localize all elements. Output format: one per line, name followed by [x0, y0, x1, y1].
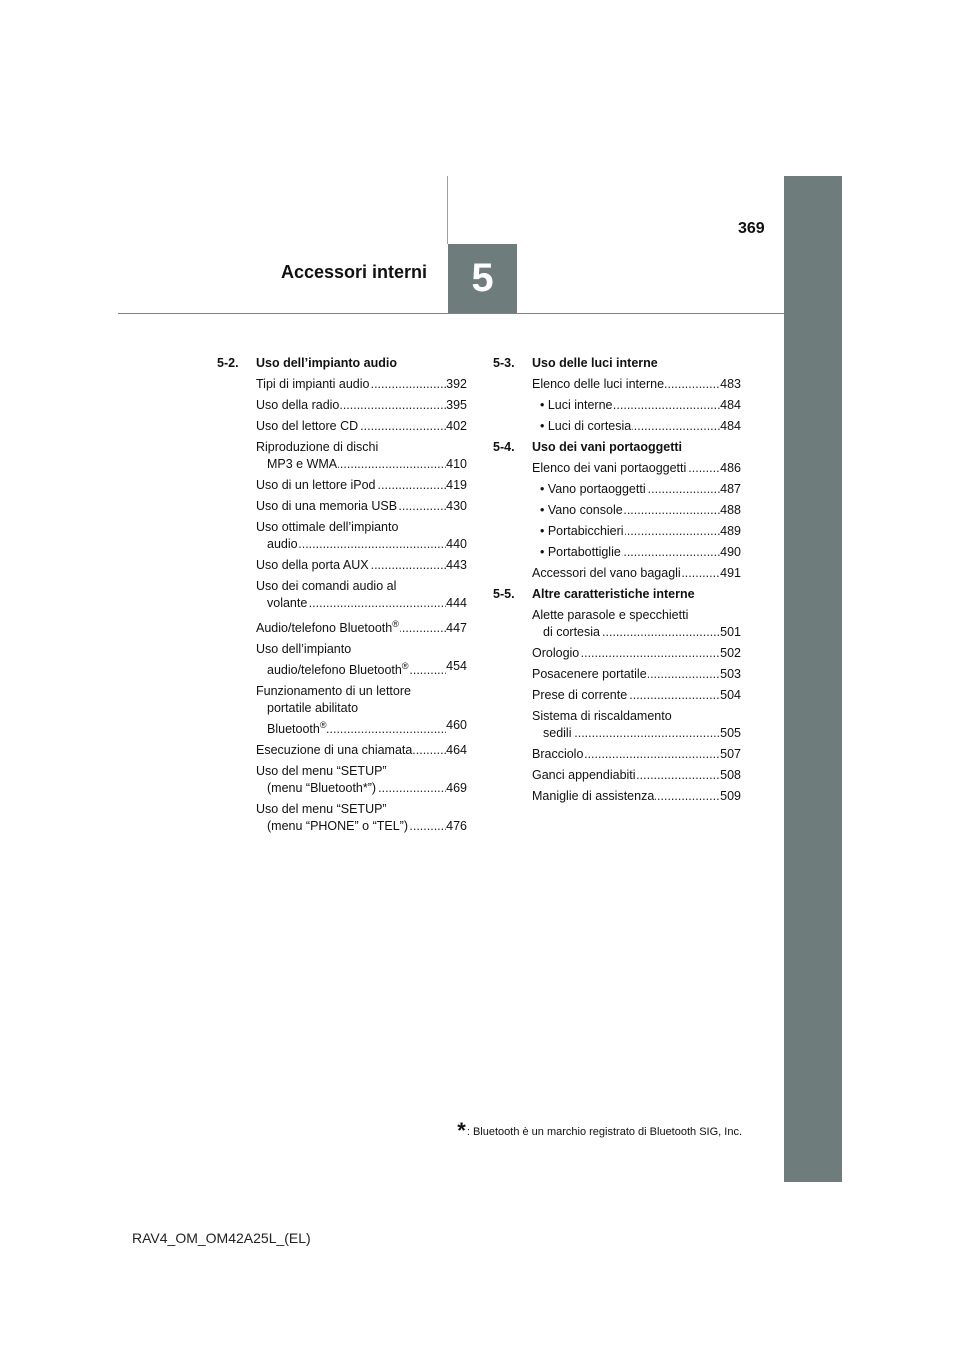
toc-entry	[256, 801, 467, 835]
toc-section	[493, 355, 741, 435]
entry-body	[256, 683, 467, 738]
entry-title	[267, 819, 409, 833]
toc-entry	[256, 498, 467, 515]
entry-last-line	[256, 658, 467, 679]
entry-title	[267, 781, 377, 795]
entry-title-text: • Portabicchieri	[540, 524, 624, 538]
header-divider-horizontal	[118, 313, 784, 314]
entry-body	[532, 708, 741, 742]
entry-title-text: Bracciolo	[532, 747, 584, 761]
entry-title-text: Posacenere portatile	[532, 667, 647, 681]
toc-entry	[256, 578, 467, 612]
entry-title-text: Elenco dei vani portaoggetti	[532, 461, 687, 475]
toc-entry	[532, 767, 741, 784]
entry-page-number: 502	[720, 646, 741, 660]
header-divider-vertical	[447, 176, 448, 244]
entry-title	[540, 545, 622, 559]
toc-entry	[256, 683, 467, 738]
entry-title-text: Tipi di impianti audio	[256, 377, 370, 391]
toc-entry	[532, 376, 741, 393]
entry-page-number: 454	[446, 659, 467, 673]
entry-title-text: Maniglie di assistenza	[532, 789, 655, 803]
entry-page-number: 487	[720, 482, 741, 496]
entry-title	[256, 621, 400, 635]
registered-mark: ®	[401, 661, 409, 671]
entry-title-leader	[532, 687, 720, 704]
toc-entry	[540, 523, 741, 540]
entry-title-leader	[540, 418, 720, 435]
entry-title-leader	[256, 418, 446, 435]
chapter-number: 5	[471, 256, 494, 300]
entry-title-text: MP3 e WMA	[267, 457, 338, 471]
entry-title-leader	[540, 397, 720, 414]
entry-title-leader	[267, 595, 446, 612]
entry-title	[540, 482, 647, 496]
section-heading	[493, 439, 741, 456]
toc-entry	[256, 616, 467, 637]
entry-title-leader	[256, 397, 446, 414]
toc-entry	[540, 544, 741, 561]
entry-page-number: 447	[446, 621, 467, 635]
toc-entry	[256, 557, 467, 574]
entry-title	[256, 377, 370, 391]
entry-title	[540, 398, 613, 412]
entry-title-text: sedili	[543, 726, 572, 740]
entry-page-number: 443	[446, 558, 467, 572]
entry-page-number: 501	[720, 625, 741, 639]
entry-title-leader	[532, 460, 720, 477]
entry-page-number: 483	[720, 377, 741, 391]
entry-title-line: Uso ottimale dell’impianto	[256, 520, 399, 534]
entry-title	[267, 537, 299, 551]
entry-title-text: volante	[267, 596, 308, 610]
section-heading	[493, 355, 741, 372]
entry-page-number: 430	[446, 499, 467, 513]
entry-title-text: Accessori del vano bagagli	[532, 566, 681, 580]
toc-entry	[540, 418, 741, 435]
entry-title-line: Uso dell’impianto	[256, 642, 352, 656]
entry-title-line: Uso del menu “SETUP”	[256, 802, 387, 816]
entry-title	[540, 503, 624, 517]
section-number: 5-2.	[217, 356, 239, 370]
entry-title	[543, 625, 601, 639]
entry-last-line	[256, 717, 467, 738]
entry-page-number: 476	[446, 819, 467, 833]
entry-title	[267, 457, 338, 471]
entry-body	[256, 763, 467, 797]
entry-title	[532, 747, 584, 761]
entry-title-text: Uso di un lettore iPod	[256, 478, 376, 492]
toc-entry	[256, 376, 467, 393]
entry-page-number: 505	[720, 726, 741, 740]
entry-title-leader	[543, 725, 720, 742]
entry-page-number: 484	[720, 419, 741, 433]
entry-page-number: 444	[446, 596, 467, 610]
entry-title-text: Esecuzione di una chiamata	[256, 743, 413, 757]
manual-code: RAV4_OM_OM42A25L_(EL)	[132, 1230, 311, 1246]
entry-title	[543, 726, 573, 740]
toc-section	[493, 439, 741, 582]
toc-entry	[256, 397, 467, 414]
entry-title-text: Uso della porta AUX	[256, 558, 369, 572]
entry-title	[256, 419, 359, 433]
entry-body	[256, 641, 467, 679]
toc-entry	[256, 418, 467, 435]
entry-title-text: • Luci interne	[540, 398, 613, 412]
section-heading	[217, 355, 467, 372]
toc-entry	[540, 397, 741, 414]
entry-title-text: di cortesia	[543, 625, 600, 639]
section-number: 5-5.	[493, 587, 515, 601]
entry-page-number: 489	[720, 524, 741, 538]
entry-title	[532, 768, 637, 782]
footnote-marker: *	[457, 1118, 466, 1143]
entry-title-leader	[532, 565, 720, 582]
entry-page-number: 460	[446, 718, 467, 732]
entry-title-text: (menu “Bluetooth*”)	[267, 781, 377, 795]
entry-title-text: (menu “PHONE” o “TEL”)	[267, 819, 408, 833]
entry-title-leader	[256, 498, 446, 515]
entry-title-leader	[532, 666, 720, 683]
entry-title-leader	[543, 624, 720, 641]
toc-entry	[532, 687, 741, 704]
entry-page-number: 395	[446, 398, 467, 412]
entry-last-line	[256, 818, 467, 835]
entry-title-leader	[540, 481, 720, 498]
entry-page-number: 488	[720, 503, 741, 517]
entry-title-leader	[532, 376, 720, 393]
toc-entry	[256, 477, 467, 494]
toc-entry	[540, 481, 741, 498]
section-heading	[493, 586, 741, 603]
entry-title-text: Bluetooth	[267, 722, 320, 736]
entry-title-leader	[256, 557, 446, 574]
entry-title-text: Uso di una memoria USB	[256, 499, 398, 513]
entry-title-leader	[256, 376, 446, 393]
entry-title-line: Funzionamento di un lettore	[256, 684, 411, 698]
toc-entry	[532, 565, 741, 582]
entry-title-line: Alette parasole e specchietti	[532, 608, 689, 622]
entry-title	[267, 663, 409, 677]
entry-title-leader	[532, 645, 720, 662]
entry-title-leader	[267, 536, 446, 553]
entry-title-text: Prese di corrente	[532, 688, 628, 702]
toc-right-column	[493, 355, 741, 809]
entry-title	[256, 398, 340, 412]
entry-title-text: Orologio	[532, 646, 580, 660]
section-number: 5-4.	[493, 440, 515, 454]
entry-title-leader	[540, 502, 720, 519]
entry-title	[532, 646, 580, 660]
section-title: Altre caratteristiche interne	[532, 587, 695, 601]
entry-title-leader	[267, 717, 446, 738]
toc-section	[217, 355, 467, 835]
toc-entry	[532, 607, 741, 641]
entry-page-number: 509	[720, 789, 741, 803]
entry-page-number: 410	[446, 457, 467, 471]
entry-title-leader	[540, 544, 720, 561]
entry-page-number: 440	[446, 537, 467, 551]
entry-title-text: • Luci di cortesia	[540, 419, 632, 433]
entry-last-line	[256, 780, 467, 797]
entry-title-line: Uso del menu “SETUP”	[256, 764, 387, 778]
toc-entry	[532, 788, 741, 805]
toc-left-column	[217, 355, 467, 839]
section-title: Uso dell’impianto audio	[256, 356, 397, 370]
entry-title-text: • Vano portaoggetti	[540, 482, 646, 496]
entry-title	[256, 478, 377, 492]
entry-title-line: portatile abilitato	[267, 701, 359, 715]
entry-body	[532, 607, 741, 641]
entry-title-leader	[267, 818, 446, 835]
entry-title	[532, 789, 655, 803]
toc-entry	[256, 439, 467, 473]
entry-page-number: 491	[720, 566, 741, 580]
entry-last-line	[256, 456, 467, 473]
entry-page-number: 490	[720, 545, 741, 559]
footnote-text: : Bluetooth è un marchio registrato di Bluetooth SIG, Inc.	[466, 1126, 742, 1138]
chapter-number-box	[448, 244, 517, 313]
entry-title-text: audio/telefono Bluetooth	[267, 663, 402, 677]
toc-entry	[532, 460, 741, 477]
chapter-title: Accessori interni	[281, 262, 428, 282]
entry-page-number: 486	[720, 461, 741, 475]
entry-title	[267, 596, 308, 610]
toc-entry	[256, 519, 467, 553]
entry-title-leader	[267, 658, 446, 679]
entry-page-number: 392	[446, 377, 467, 391]
registered-mark: ®	[392, 619, 399, 629]
toc-entry	[256, 742, 467, 759]
entry-page-number: 419	[446, 478, 467, 492]
entry-title-text: Uso della radio	[256, 398, 340, 412]
entry-title	[267, 722, 327, 736]
toc-entry	[256, 763, 467, 797]
toc-entry	[540, 502, 741, 519]
entry-title-text: Ganci appendiabiti	[532, 768, 636, 782]
entry-title	[540, 524, 625, 538]
entry-title-leader	[532, 788, 720, 805]
chapter-side-tab	[784, 176, 842, 1182]
entry-last-line	[256, 536, 467, 553]
entry-title-text: Elenco delle luci interne	[532, 377, 665, 391]
entry-body	[256, 801, 467, 835]
entry-title-leader	[256, 742, 446, 759]
toc-entry	[532, 645, 741, 662]
entry-title-leader	[267, 780, 446, 797]
entry-title-line: Sistema di riscaldamento	[532, 709, 672, 723]
entry-page-number: 504	[720, 688, 741, 702]
entry-title	[532, 688, 628, 702]
entry-title	[532, 566, 682, 580]
entry-page-number: 469	[446, 781, 467, 795]
entry-page-number: 484	[720, 398, 741, 412]
toc-entry	[532, 708, 741, 742]
entry-title-line: Uso dei comandi audio al	[256, 579, 397, 593]
entry-title-leader	[256, 477, 446, 494]
entry-page-number: 507	[720, 747, 741, 761]
entry-title-leader	[267, 456, 446, 473]
entry-title-text: audio	[267, 537, 298, 551]
entry-page-number: 503	[720, 667, 741, 681]
entry-title	[256, 558, 370, 572]
entry-body	[256, 519, 467, 553]
entry-title-leader	[532, 767, 720, 784]
page-number: 369	[738, 220, 765, 237]
entry-page-number: 464	[446, 743, 467, 757]
registered-mark: ®	[319, 720, 327, 730]
entry-last-line	[532, 725, 741, 742]
toc-entry	[532, 746, 741, 763]
entry-last-line	[256, 595, 467, 612]
entry-title	[532, 377, 665, 391]
entry-title-text: • Portabottiglie	[540, 545, 621, 559]
entry-title-line: Riproduzione di dischi	[256, 440, 379, 454]
section-title: Uso delle luci interne	[532, 356, 658, 370]
entry-title-text: Uso del lettore CD	[256, 419, 359, 433]
entry-title	[532, 667, 648, 681]
entry-title	[256, 743, 413, 757]
entry-title	[532, 461, 687, 475]
section-title: Uso dei vani portaoggetti	[532, 440, 683, 454]
entry-page-number: 402	[446, 419, 467, 433]
toc-entry	[256, 641, 467, 679]
toc-section	[493, 586, 741, 805]
entry-body	[256, 578, 467, 612]
entry-title	[256, 499, 398, 513]
entry-title	[540, 419, 632, 433]
entry-last-line	[532, 624, 741, 641]
entry-title-leader	[256, 616, 446, 637]
footnote	[457, 1118, 742, 1143]
entry-page-number: 508	[720, 768, 741, 782]
entry-body	[256, 439, 467, 473]
entry-title-leader	[540, 523, 720, 540]
entry-title-text: • Vano console	[540, 503, 623, 517]
section-number: 5-3.	[493, 356, 515, 370]
entry-title-leader	[532, 746, 720, 763]
toc-entry	[532, 666, 741, 683]
entry-title-text: Audio/telefono Bluetooth	[256, 621, 393, 635]
